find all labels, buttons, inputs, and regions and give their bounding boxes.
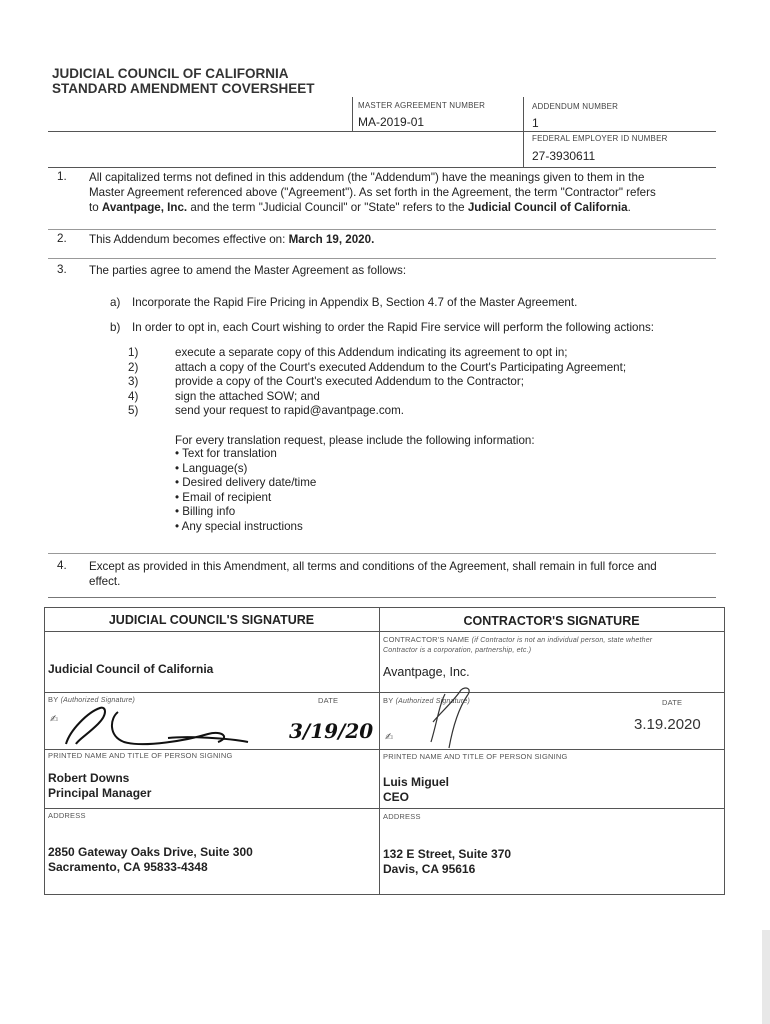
addendum-number-label: ADDENDUM NUMBER: [532, 102, 619, 111]
section-4-text: Except as provided in this Amendment, all terms and conditions of the Agreement, shall remain in full force and effect.: [89, 560, 657, 588]
contractor-name-label: CONTRACTOR'S NAME (if Contractor is not an individual person, state whether Contractor is a corporation, partnership, etc.): [383, 635, 653, 654]
info-list: [175, 447, 316, 534]
contractor-signed-date: 3.19.2020: [634, 716, 701, 733]
contractor-entity-name: Avantpage, Inc.: [383, 665, 470, 679]
item-b-label: b): [110, 321, 121, 334]
fein-label: FEDERAL EMPLOYER ID NUMBER: [532, 134, 668, 143]
section-2-number: 2.: [57, 232, 67, 245]
pen-mark-icon: ✍: [50, 714, 59, 725]
left-printed-name-label: PRINTED NAME AND TITLE OF PERSON SIGNING: [48, 751, 233, 760]
right-by-label: BY (Authorized Signature): [383, 696, 471, 705]
list-item: • Text for translation: [175, 447, 277, 460]
section-3-number: 3.: [57, 263, 67, 276]
list-item: 1) execute a separate copy of this Addendum indicating its agreement to opt in;: [128, 346, 568, 359]
left-address-label: ADDRESS: [48, 811, 86, 820]
item-b-text: In order to opt in, each Court wishing to order the Rapid Fire service will perform the following actions:: [132, 321, 654, 334]
left-by-label: BY (Authorized Signature): [48, 695, 136, 704]
section-1-text: All capitalized terms not defined in this addendum (the "Addendum") have the meanings given to them in the Master Agreement referenced above ("Agreement"). As set forth in the Agreement, the term "Contractor" refers to Avantpage, Inc. and the term "Judicial Council" or "State" refers to the Judicial Council of California.: [89, 171, 656, 214]
fein-number: 27-3930611: [532, 149, 596, 163]
pen-mark-icon: ✍: [385, 732, 394, 743]
master-agreement-number: MA-2019-01: [358, 115, 425, 129]
steps-list: [128, 346, 626, 419]
doc-title-line1: JUDICIAL COUNCIL OF CALIFORNIA: [52, 66, 289, 81]
right-printed-name-label: PRINTED NAME AND TITLE OF PERSON SIGNING: [383, 752, 568, 761]
left-date-label: DATE: [318, 696, 339, 705]
contractor-signer: Luis Miguel CEO: [383, 775, 449, 804]
bullet-icon: •: [175, 519, 180, 533]
contractor-signature: [383, 682, 503, 752]
judicial-council-entity-name: Judicial Council of California: [48, 662, 214, 676]
list-item: 3) provide a copy of the Court's executed Addendum to the Contractor;: [128, 375, 524, 388]
judicial-council-signer: Robert Downs Principal Manager: [48, 771, 152, 800]
doc-title-line2: STANDARD AMENDMENT COVERSHEET: [52, 81, 315, 96]
item-a-label: a): [110, 296, 121, 309]
section-4-number: 4.: [57, 559, 67, 572]
info-intro: For every translation request, please include the following information:: [175, 434, 535, 447]
list-item: • Email of recipient: [175, 490, 272, 504]
list-item: 2) attach a copy of the Court's executed Addendum to the Court's Participating Agreement;: [128, 360, 627, 374]
list-item: 5) send your request to rapid@avantpage.com.: [128, 404, 404, 417]
addendum-number: 1: [532, 116, 539, 130]
section-3-text: The parties agree to amend the Master Agreement as follows:: [89, 264, 407, 277]
list-item: • Desired delivery date/time: [175, 476, 317, 489]
bullet-icon: •: [175, 490, 180, 504]
master-agreement-label: MASTER AGREEMENT NUMBER: [358, 101, 486, 110]
list-item: • Language(s): [175, 461, 248, 475]
list-item: • Billing info: [175, 505, 236, 518]
contractor-signature-header: CONTRACTOR'S SIGNATURE: [463, 614, 640, 628]
bullet-icon: •: [175, 447, 180, 460]
right-address-label: ADDRESS: [383, 812, 421, 821]
contractor-name-inline: Avantpage, Inc.: [101, 201, 188, 214]
judicial-council-address: 2850 Gateway Oaks Drive, Suite 300 Sacramento, CA 95833-4348: [48, 845, 253, 874]
right-date-label: DATE: [662, 698, 683, 707]
bullet-icon: •: [175, 461, 180, 475]
scan-edge: [762, 930, 770, 1024]
item-a-text: Incorporate the Rapid Fire Pricing in Appendix B, Section 4.7 of the Master Agreement.: [132, 296, 578, 309]
list-item: 4) sign the attached SOW; and: [128, 389, 320, 403]
bullet-icon: •: [175, 505, 180, 518]
judicial-council-signature: [48, 700, 278, 750]
judicial-council-signature-header: JUDICIAL COUNCIL'S SIGNATURE: [108, 613, 315, 627]
council-name-inline: Judicial Council of California: [467, 201, 628, 214]
bullet-icon: •: [175, 476, 180, 489]
section-1-number: 1.: [57, 170, 67, 183]
judicial-council-signed-date: 3/19/20: [289, 719, 374, 743]
list-item: • Any special instructions: [175, 519, 303, 533]
effective-date: March 19, 2020.: [288, 233, 375, 246]
section-2-text: This Addendum becomes effective on: March 19, 2020.: [89, 233, 375, 246]
contractor-address: 132 E Street, Suite 370 Davis, CA 95616: [383, 847, 512, 876]
